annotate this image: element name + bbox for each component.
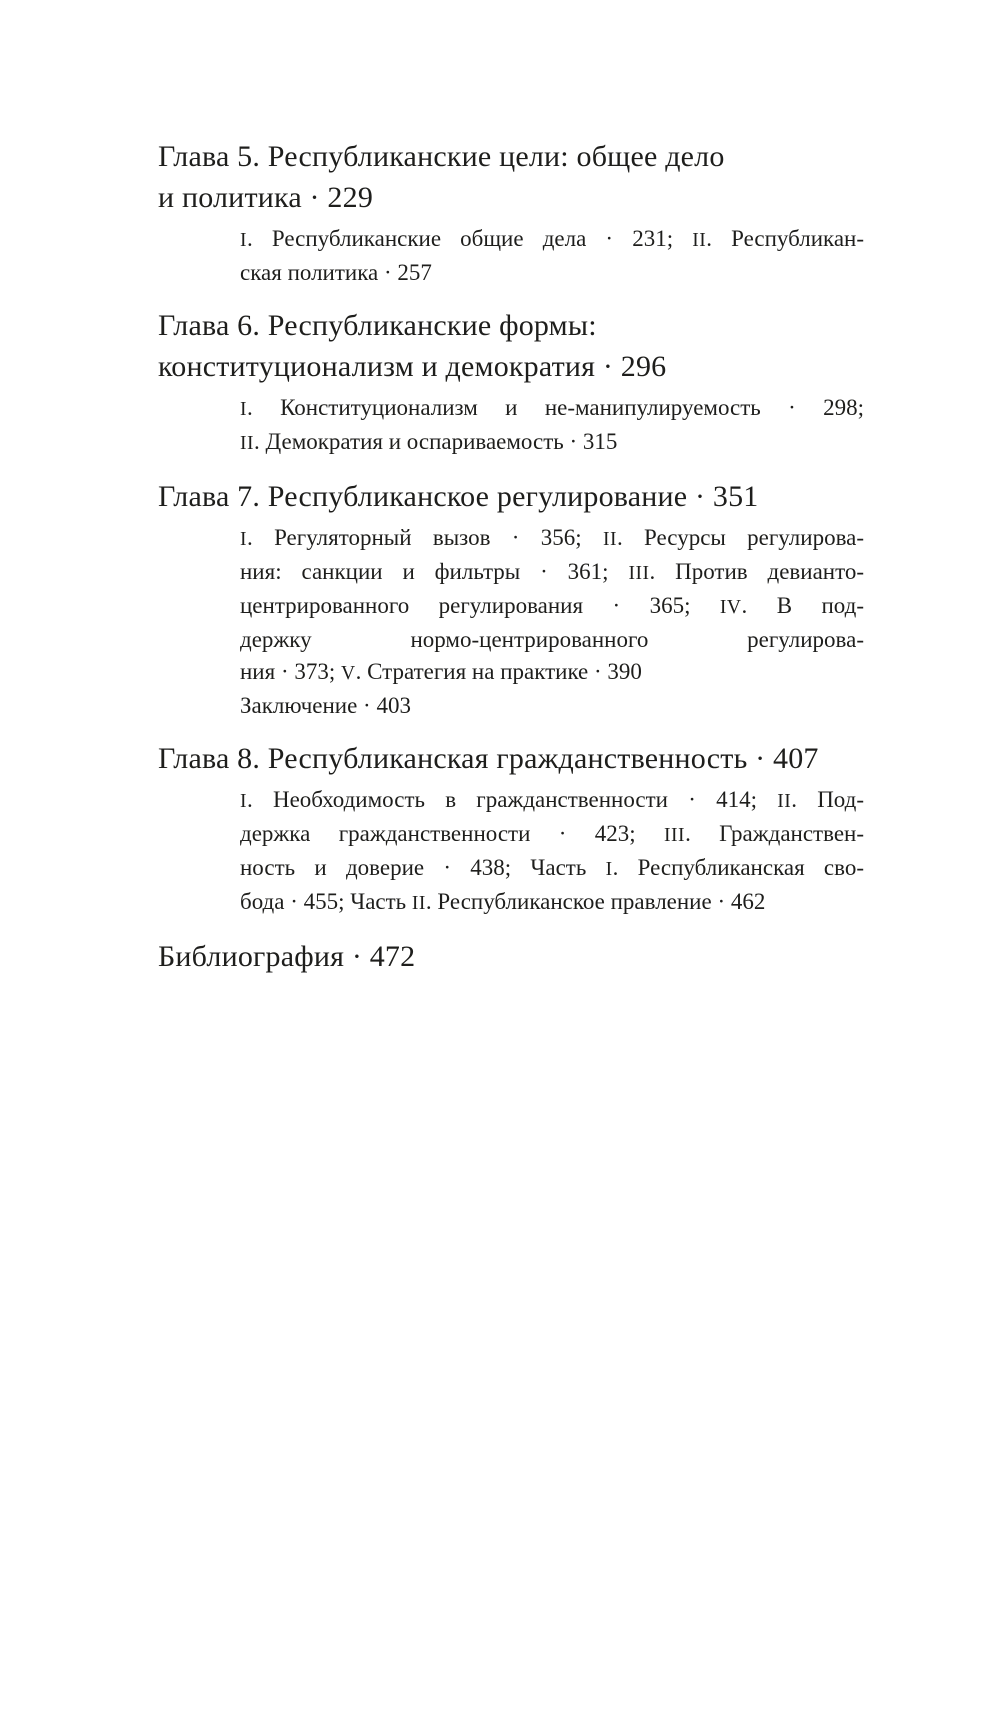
subsection-line: II. Демократия и оспариваемость · 315	[240, 429, 618, 454]
subsection-paragraph	[240, 223, 864, 289]
toc-chapter-entry	[158, 305, 864, 460]
roman-numeral: I	[240, 791, 248, 812]
subsection-line: держка гражданственности · 423; III. Гражданствен-	[240, 821, 865, 846]
subsection-paragraph	[240, 690, 864, 722]
roman-numeral: III	[628, 563, 650, 584]
roman-numeral: I	[240, 399, 248, 420]
subsection-line: центрированного регулирования · 365; IV. В под-	[240, 593, 864, 618]
roman-numeral: II	[411, 893, 426, 914]
subsection-paragraph	[240, 392, 864, 460]
roman-numeral: II	[602, 529, 617, 550]
subsection-line: I. Конституционализм и не-манипулируемость · 298;	[240, 395, 864, 420]
subsection-line: держку нормо-центрированного регулирова-	[240, 627, 864, 652]
subsection-line: I. Республиканские общие дела · 231; II. Республикан-	[240, 226, 865, 251]
roman-numeral: II	[240, 433, 255, 454]
roman-numeral: II	[692, 230, 707, 251]
subsection-line: Заключение · 403	[240, 693, 411, 718]
subsection-line: I. Регуляторный вызов · 356; II. Ресурсы регулирова-	[240, 525, 864, 550]
chapter-subsections	[158, 223, 864, 289]
subsection-paragraph	[240, 784, 864, 920]
roman-numeral: I	[240, 230, 248, 251]
chapter-title-line: Библиография · 472	[158, 940, 416, 973]
toc-chapter-entry	[158, 476, 864, 722]
roman-numeral: V	[341, 663, 356, 684]
roman-numeral: IV	[719, 597, 742, 618]
toc-chapter-entry	[158, 136, 864, 289]
chapter-title-line: конституционализм и демократия · 296	[158, 350, 667, 383]
subsection-line: ния · 373; V. Стратегия на практике · 390	[240, 659, 642, 684]
roman-numeral: I	[240, 529, 248, 550]
toc-chapter-entry	[158, 738, 864, 920]
chapter-subsections	[158, 392, 864, 460]
toc-section-entry	[158, 936, 864, 977]
chapter-title-line: Глава 8. Республиканская гражданственность · 407	[158, 742, 819, 775]
subsection-line: I. Необходимость в гражданственности · 414; II. Под-	[240, 787, 864, 812]
roman-numeral: II	[777, 791, 792, 812]
subsection-line: ность и доверие · 438; Часть I. Республиканская сво-	[240, 855, 865, 880]
chapter-subsections	[158, 784, 864, 920]
roman-numeral: I	[605, 859, 613, 880]
subsection-line: ская политика · 257	[240, 260, 432, 285]
chapter-title-line: и политика · 229	[158, 181, 374, 214]
subsection-line: бода · 455; Часть II. Республиканское правление · 462	[240, 889, 766, 914]
chapter-title-line: Глава 7. Республиканское регулирование · 351	[158, 480, 759, 513]
table-of-contents	[158, 136, 864, 993]
roman-numeral: III	[664, 825, 686, 846]
subsection-paragraph	[240, 522, 864, 690]
chapter-title-line: Глава 6. Республиканские формы:	[158, 309, 597, 342]
chapter-title-line: Глава 5. Республиканские цели: общее дело	[158, 140, 725, 173]
subsection-line: ния: санкции и фильтры · 361; III. Против девианто-	[240, 559, 864, 584]
chapter-subsections	[158, 522, 864, 722]
